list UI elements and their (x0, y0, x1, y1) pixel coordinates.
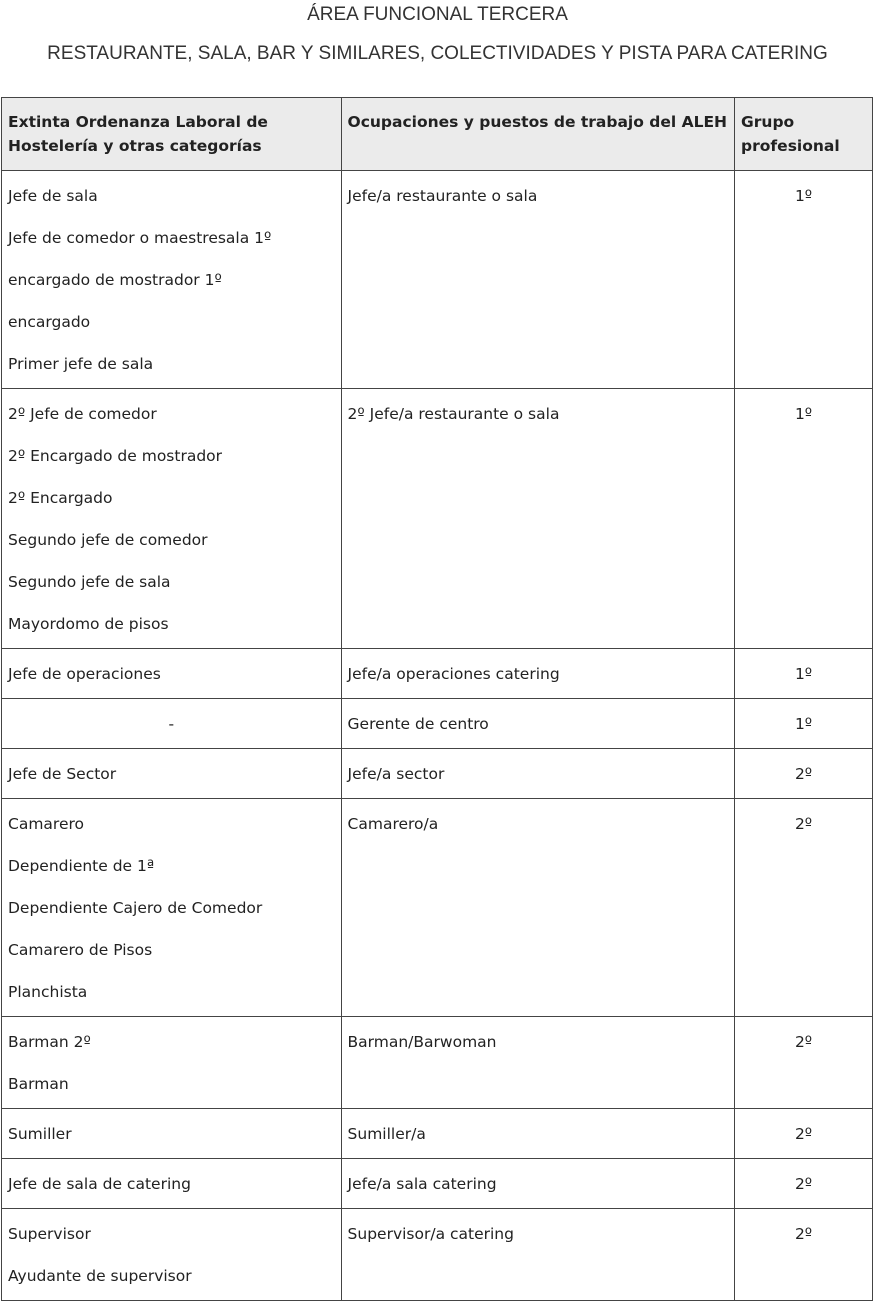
table-row (2, 1159, 873, 1209)
table-row (2, 171, 873, 389)
old-category: 2º Jefe de comedor (8, 405, 157, 423)
old-category: Ayudante de supervisor (8, 1267, 192, 1285)
professional-group-cell: 1º (735, 699, 873, 749)
old-category: Sumiller (8, 1125, 72, 1143)
old-categories-cell (2, 699, 342, 749)
header-old-categories: Extinta Ordenanza Laboral de Hostelería y otras categorías (2, 98, 342, 171)
aleh-occupation-cell: Sumiller/a (341, 1109, 735, 1159)
old-category: Segundo jefe de sala (8, 573, 171, 591)
professional-group-cell: 2º (735, 1109, 873, 1159)
aleh-occupation-cell: Gerente de centro (341, 699, 735, 749)
old-category: Dependiente Cajero de Comedor (8, 899, 263, 917)
table-row (2, 699, 873, 749)
old-category: Barman 2º (8, 1033, 91, 1051)
page-subtitle: RESTAURANTE, SALA, BAR Y SIMILARES, COLECTIVIDADES Y PISTA PARA CATERING (47, 43, 828, 64)
table-row (2, 649, 873, 699)
old-categories-cell (2, 389, 342, 649)
header-aleh-occupations: Ocupaciones y puestos de trabajo del ALEH (341, 98, 735, 171)
table-row (2, 1017, 873, 1109)
aleh-occupation-cell: Jefe/a sala catering (341, 1159, 735, 1209)
professional-group-cell: 2º (735, 1017, 873, 1109)
page-title: ÁREA FUNCIONAL TERCERA (307, 4, 568, 25)
old-category: Barman (8, 1075, 69, 1093)
old-category: encargado de mostrador 1º (8, 271, 222, 289)
professional-group-cell: 2º (735, 1209, 873, 1301)
old-categories-cell (2, 1017, 342, 1109)
old-categories-cell (2, 749, 342, 799)
aleh-occupation-cell: Jefe/a restaurante o sala (341, 171, 735, 389)
table-row (2, 1109, 873, 1159)
category-table (1, 97, 873, 1301)
old-categories-cell (2, 171, 342, 389)
old-category: encargado (8, 313, 91, 331)
table-row (2, 389, 873, 649)
aleh-occupation-cell: Camarero/a (341, 799, 735, 1017)
aleh-occupation-cell: Jefe/a operaciones catering (341, 649, 735, 699)
old-category: - (168, 715, 175, 733)
professional-group-cell: 1º (735, 389, 873, 649)
old-category: 2º Encargado de mostrador (8, 447, 223, 465)
aleh-occupation-cell: Supervisor/a catering (341, 1209, 735, 1301)
old-categories-cell (2, 649, 342, 699)
old-category: Jefe de sala (8, 187, 98, 205)
table-header-row (2, 98, 873, 171)
old-categories-cell (2, 1159, 342, 1209)
aleh-occupation-cell: 2º Jefe/a restaurante o sala (341, 389, 735, 649)
old-categories-cell (2, 1209, 342, 1301)
professional-group-cell: 1º (735, 171, 873, 389)
old-category: Planchista (8, 983, 88, 1001)
aleh-occupation-cell: Jefe/a sector (341, 749, 735, 799)
professional-group-cell: 2º (735, 799, 873, 1017)
old-category: 2º Encargado (8, 489, 113, 507)
old-category: Jefe de sala de catering (8, 1175, 191, 1193)
old-category: Camarero (8, 815, 85, 833)
old-category: Supervisor (8, 1225, 91, 1243)
old-category: Camarero de Pisos (8, 941, 153, 959)
old-category: Jefe de comedor o maestresala 1º (8, 229, 272, 247)
old-category: Jefe de operaciones (8, 665, 161, 683)
table-row (2, 749, 873, 799)
table-row (2, 1209, 873, 1301)
old-categories-cell (2, 1109, 342, 1159)
old-category: Segundo jefe de comedor (8, 531, 208, 549)
professional-group-cell: 2º (735, 1159, 873, 1209)
table-row (2, 799, 873, 1017)
old-category: Mayordomo de pisos (8, 615, 169, 633)
professional-group-cell: 1º (735, 649, 873, 699)
old-category: Dependiente de 1ª (8, 857, 155, 875)
aleh-occupation-cell: Barman/Barwoman (341, 1017, 735, 1109)
professional-group-cell: 2º (735, 749, 873, 799)
header-professional-group: Grupo profesional (735, 98, 873, 171)
old-categories-cell (2, 799, 342, 1017)
old-category: Primer jefe de sala (8, 355, 154, 373)
old-category: Jefe de Sector (8, 765, 117, 783)
